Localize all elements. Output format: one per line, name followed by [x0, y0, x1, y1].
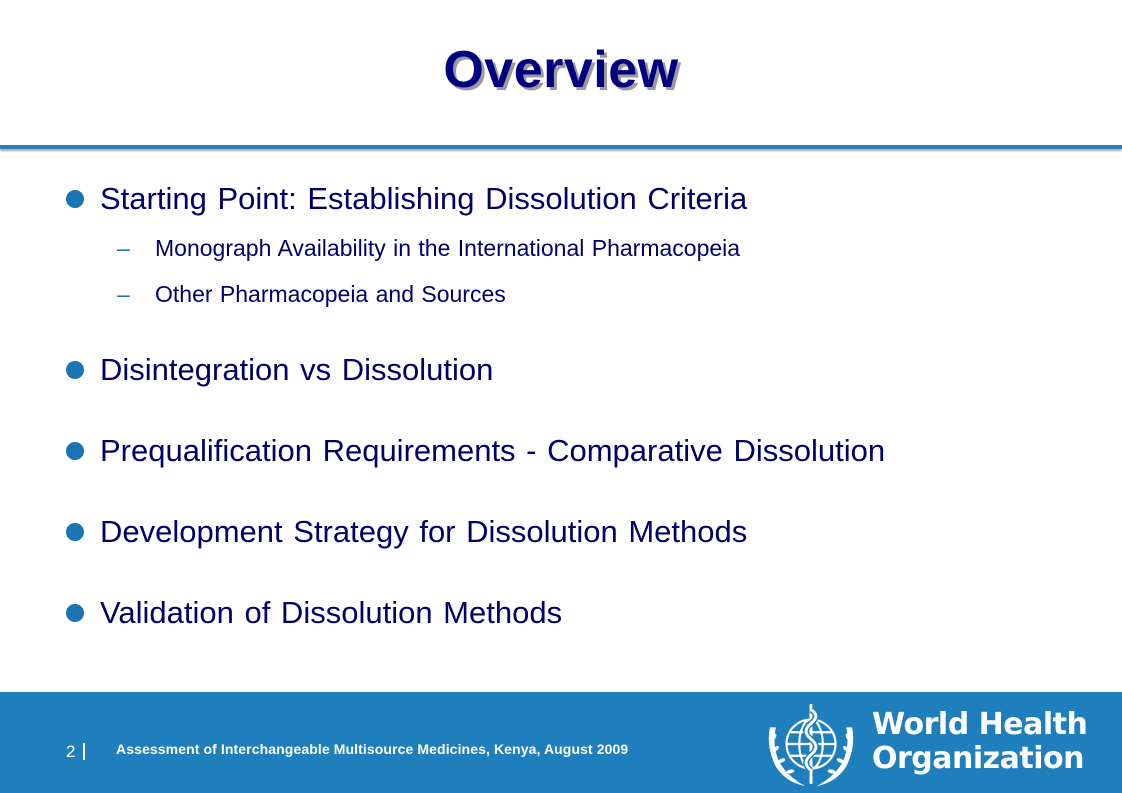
who-wordmark-line1: World Health [872, 707, 1088, 742]
title-divider [0, 145, 1122, 149]
bullet-text: Validation of Dissolution Methods [100, 595, 563, 630]
who-wordmark [872, 708, 1087, 776]
who-emblem-icon [762, 698, 860, 790]
page-number: 2 [66, 742, 76, 761]
bullet-dot-icon [66, 361, 84, 379]
bullet-text: Disintegration vs Dissolution [100, 352, 494, 387]
bullet-dot-icon [66, 604, 84, 622]
dash-marker: – [117, 235, 130, 261]
footer-caption: Assessment of Interchangeable Multisource Medicines, Kenya, August 2009 [116, 741, 629, 757]
bullet-dot-icon [66, 442, 84, 460]
dash-marker: – [117, 281, 130, 307]
bullet-text: Starting Point: Establishing Dissolution Criteria [100, 181, 748, 216]
page-number-separator [83, 743, 85, 760]
sub-bullet-text: Other Pharmacopeia and Sources [155, 281, 506, 307]
who-wordmark-line2: Organization [872, 741, 1084, 776]
bullet-text: Development Strategy for Dissolution Methods [100, 514, 748, 549]
bullet-text: Prequalification Requirements - Comparative Dissolution [100, 433, 886, 468]
bullet-dot-icon [66, 523, 84, 541]
bullet-dot-icon [66, 190, 84, 208]
footer-bar [0, 692, 1122, 793]
sub-bullet-text: Monograph Availability in the International Pharmacopeia [155, 235, 741, 261]
slide-title: Overview [443, 41, 679, 99]
